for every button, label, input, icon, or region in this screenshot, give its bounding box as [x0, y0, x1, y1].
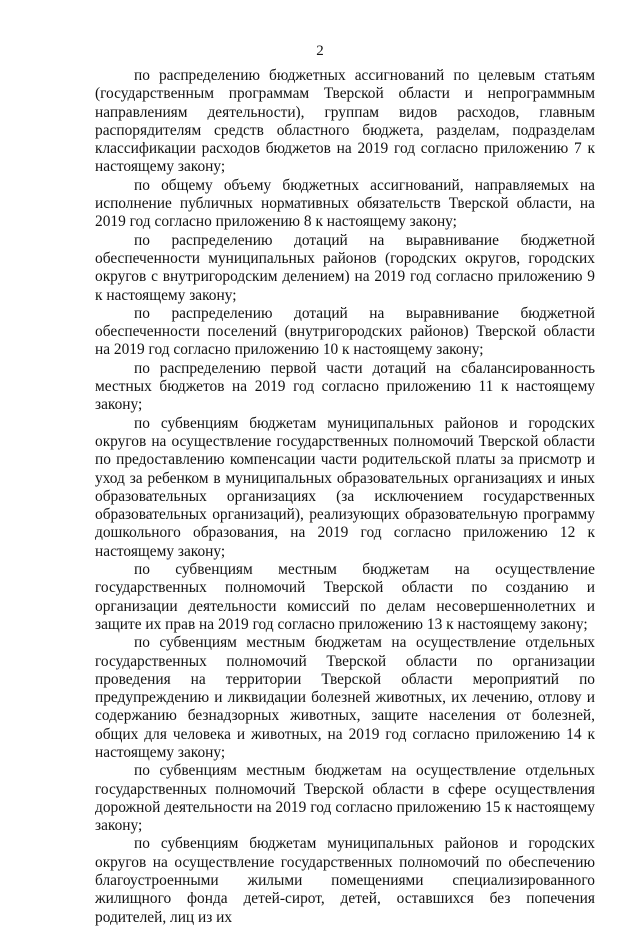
paragraph: по распределению дотаций на выравнивание бюджетной обеспеченности поселений (внутригородских районов) Тверской области на 2019 год согласно приложению 10 к настоящему закону; — [95, 304, 595, 359]
paragraph: по распределению первой части дотаций на сбалансированность местных бюджетов на 2019 год согласно приложению 11 к настоящему закону; — [95, 359, 595, 414]
paragraph: по субвенциям бюджетам муниципальных районов и городских округов на осуществление государственных полномочий Тверской области по предоставлению компенсации части родительской платы за присмотр и уход за ребенком в муниципальных образовательных организациях и иных образовательных организациях (за исключением государственных образовательных организаций), реализующих образовательную программу дошкольного образования, на 2019 год согласно приложению 12 к настоящему закону; — [95, 414, 595, 560]
paragraph: по распределению бюджетных ассигнований по целевым статьям (государственным программам Тверской области и непрограммным направлениям деятельности), группам видов расходов, главным распорядителям средств областного бюджета, разделам, подразделам классификации расходов бюджетов на 2019 год согласно приложению 7 к настоящему закону; — [95, 67, 595, 176]
paragraph: по субвенциям местным бюджетам на осуществление государственных полномочий Тверской области по созданию и организации деятельности комиссий по делам несовершеннолетних и защите их прав на 2019 год согласно приложению 13 к настоящему закону; — [95, 561, 595, 633]
paragraph: по субвенциям местным бюджетам на осуществление отдельных государственных полномочий Тверской области по организации проведения на территории Тверской области мероприятий по предупреждению и ликвидации болезней животных, их лечению, отлову и содержанию безнадзорных животных, защите населения от болезней, общих для человека и животных, на 2019 год согласно приложению 14 к настоящему закону; — [95, 634, 595, 761]
paragraph: по распределению дотаций на выравнивание бюджетной обеспеченности муниципальных районов (городских округов, городских округов с внутригородским делением) на 2019 год согласно приложению 9 к настоящему закону; — [95, 231, 595, 304]
paragraph: по общему объему бюджетных ассигнований, направляемых на исполнение публичных нормативных обязательств Тверской области, на 2019 год согласно приложению 8 к настоящему закону; — [95, 176, 595, 231]
paragraph: по субвенциям местным бюджетам на осуществление отдельных государственных полномочий Тверской области в сфере осуществления дорожной деятельности на 2019 год согласно приложению 15 к настоящему закону; — [95, 762, 595, 835]
paragraph: по субвенциям бюджетам муниципальных районов и городских округов на осуществление государственных полномочий по обеспечению благоустроенными жилыми помещениями специализированного жилищного фонда детей-сирот, детей, оставшихся без попечения родителей, лиц из их — [95, 835, 595, 926]
page-number: 2 — [316, 43, 324, 59]
document-body — [95, 67, 595, 927]
